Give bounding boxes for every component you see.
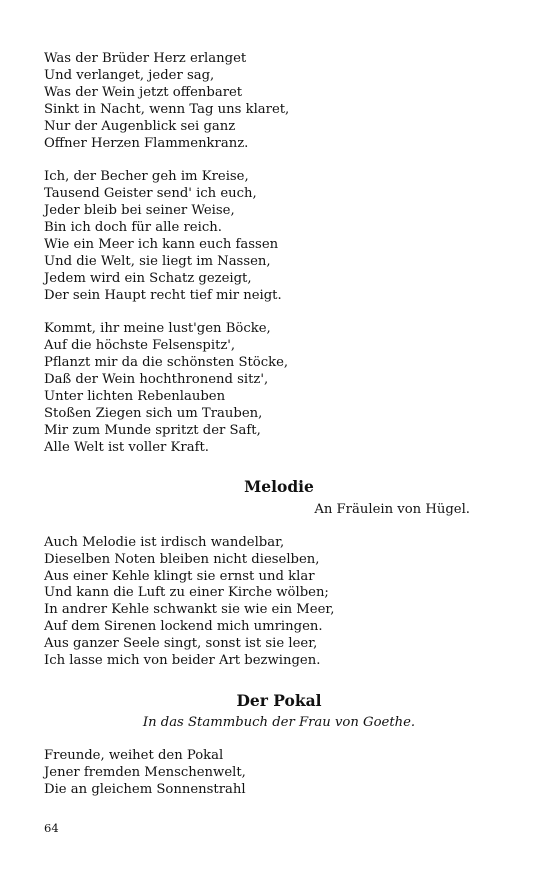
- poem-title-melodie: Melodie: [244, 476, 314, 496]
- verse-line: Stoßen Ziegen sich um Trauben,: [44, 406, 263, 421]
- poem-dedication-melodie: An Fräulein von Hügel.: [314, 501, 470, 517]
- poem1-stanza-3: [44, 321, 514, 456]
- verse-line: Ich, der Becher geh im Kreise,: [44, 169, 249, 185]
- verse-line: Was der Wein jetzt offenbaret: [44, 84, 243, 100]
- verse-line: Alle Welt ist voller Kraft.: [44, 439, 209, 455]
- verse-line: Was der Brüder Herz erlanget: [44, 51, 247, 66]
- verse-line: Dieselben Noten bleiben nicht dieselben,: [44, 551, 320, 567]
- poem1-stanza-1: [44, 51, 514, 152]
- verse-line: Aus einer Kehle klingt sie ernst und klar: [44, 568, 315, 584]
- verse-line: Auf die höchste Felsenspitz',: [44, 338, 236, 354]
- verse-line: Und die Welt, sie liegt im Nassen,: [44, 253, 271, 269]
- verse-line: Jedem wird ein Schatz gezeigt,: [44, 270, 252, 286]
- verse-line: Sinkt in Nacht, wenn Tag uns klaret,: [44, 101, 290, 117]
- stanza-gap: [44, 305, 514, 322]
- verse-line: Wie ein Meer ich kann euch fassen: [44, 236, 279, 252]
- verse-line: Offner Herzen Flammenkranz.: [44, 135, 249, 151]
- verse-line: Aus ganzer Seele singt, sonst ist sie leer,: [44, 636, 318, 652]
- verse-line: Auch Melodie ist irdisch wandelbar,: [44, 534, 285, 550]
- verse-line: Freunde, weihet den Pokal: [44, 747, 224, 763]
- poem1-stanza-2: [44, 169, 514, 304]
- verse-line: Die an gleichem Sonnenstrahl: [44, 781, 246, 797]
- page-body: [44, 51, 514, 799]
- verse-line: Und kann die Luft zu einer Kirche wölben;: [44, 585, 329, 601]
- verse-line: Unter lichten Rebenlauben: [44, 389, 226, 405]
- verse-line: Und verlanget, jeder sag,: [44, 67, 215, 83]
- verse-line: Tausend Geister send' ich euch,: [44, 186, 257, 202]
- verse-line: Jeder bleib bei seiner Weise,: [44, 203, 235, 219]
- verse-line: Auf dem Sirenen lockend mich umringen.: [44, 619, 323, 635]
- stanza-gap: [44, 152, 514, 169]
- verse-line: Mir zum Munde spritzt der Saft,: [44, 422, 261, 438]
- poem3-stanza: [44, 748, 514, 799]
- verse-line: Bin ich doch für alle reich.: [44, 220, 222, 236]
- page-number: 64: [44, 821, 59, 835]
- poem-title-der-pokal: Der Pokal: [236, 690, 322, 710]
- poem-dedication-der-pokal: In das Stammbuch der Frau von Goethe.: [142, 714, 416, 730]
- verse-line: Daß der Wein hochthronend sitz',: [44, 372, 269, 388]
- verse-line: Kommt, ihr meine lust'gen Böcke,: [44, 321, 271, 337]
- verse-line: Nur der Augenblick sei ganz: [44, 118, 236, 134]
- poem2-stanza: [44, 535, 514, 670]
- verse-line: Pflanzt mir da die schönsten Stöcke,: [44, 355, 289, 371]
- verse-line: Ich lasse mich von beider Art bezwingen.: [44, 653, 321, 669]
- verse-line: Jener fremden Menschenwelt,: [44, 764, 246, 780]
- verse-line: In andrer Kehle schwankt sie wie ein Meer,: [44, 602, 335, 618]
- verse-line: Der sein Haupt recht tief mir neigt.: [44, 287, 282, 303]
